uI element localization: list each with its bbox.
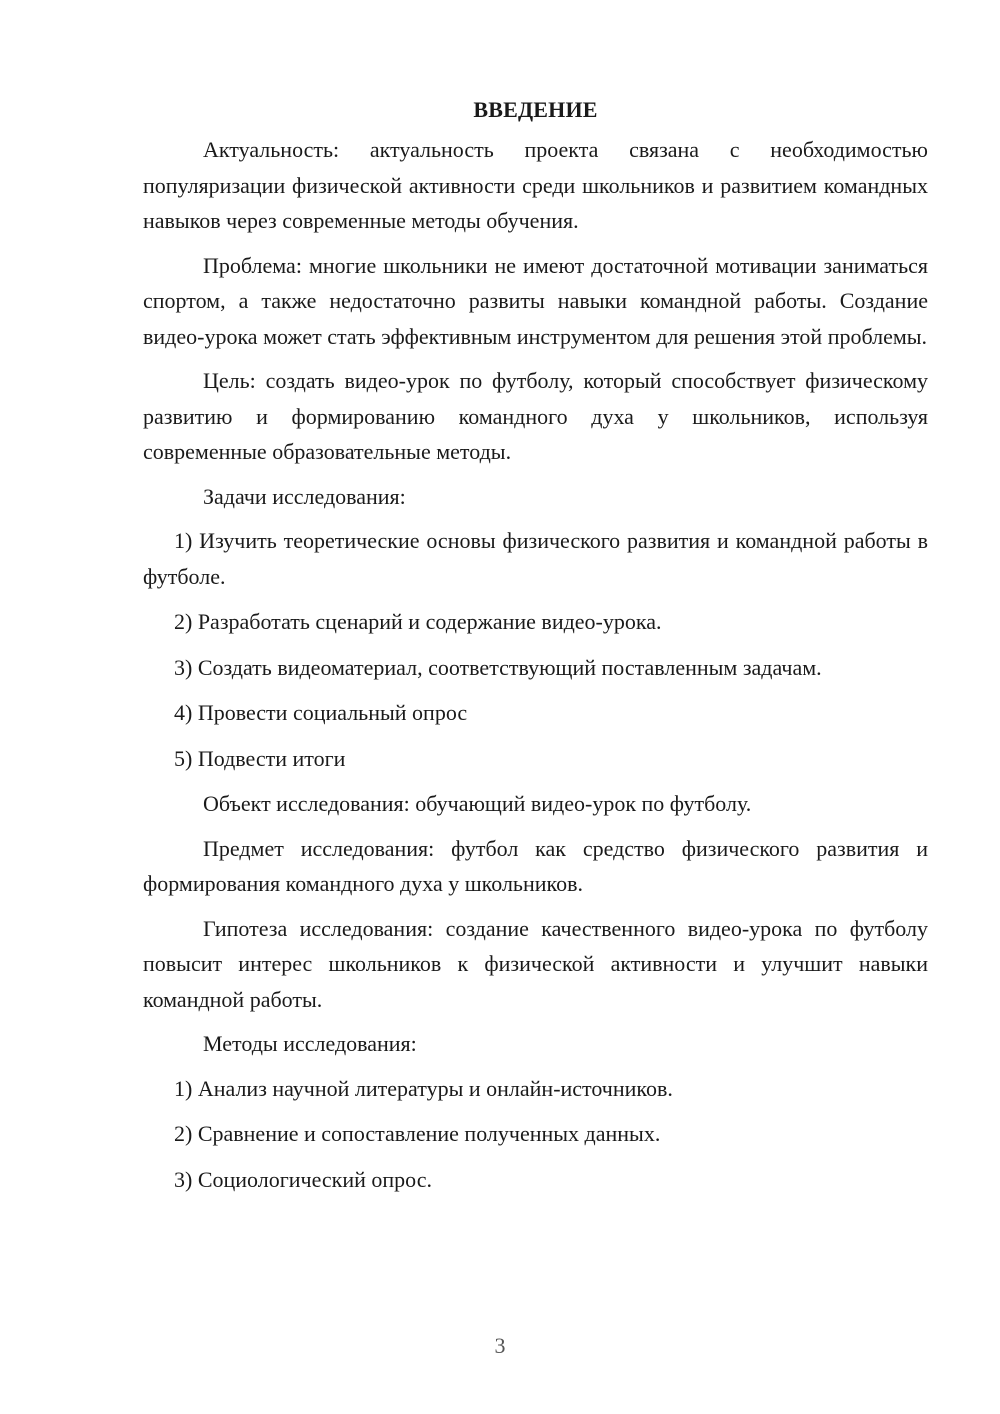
task-item: 4) Провести социальный опрос <box>174 700 468 725</box>
task-item: 2) Разработать сценарий и содержание видео-урока. <box>174 609 662 634</box>
methods-heading: Методы исследования: <box>203 1031 417 1056</box>
method-item: 1) Анализ научной литературы и онлайн-источников. <box>174 1075 673 1101</box>
page-number: 3 <box>494 1333 506 1358</box>
task-item: 1) Изучить теоретические основы физического развития и командной работы в футболе. <box>143 528 928 589</box>
method-item: 3) Социологический опрос. <box>174 1166 432 1192</box>
object-paragraph: Объект исследования: обучающий видео-урок по футболу. <box>203 791 752 816</box>
subject-paragraph: Предмет исследования: футбол как средство физического развития и формирования командного духа у школьников. <box>143 835 928 896</box>
task-item: 3) Создать видеоматериал, соответствующий поставленным задачам. <box>174 654 822 680</box>
document-page <box>143 92 928 1207</box>
goal-paragraph: Цель: создать видео-урок по футболу, который способствует физическому развитию и формированию командного духа у школьников, используя современные образовательные методы. <box>143 368 928 464</box>
relevance-paragraph: Актуальность: актуальность проекта связана с необходимостью популяризации физической активности среди школьников и развитием командных навыков через современные методы обучения. <box>143 137 928 233</box>
method-item: 2) Сравнение и сопоставление полученных данных. <box>174 1121 661 1146</box>
hypothesis-paragraph: Гипотеза исследования: создание качественного видео-урока по футболу повысит интерес школьников к физической активности и улучшит навыки командной работы. <box>143 915 928 1012</box>
problem-paragraph: Проблема: многие школьники не имеют достаточной мотивации заниматься спортом, а также недостаточно развиты навыки командной работы. Создание видео-урока может стать эффективным инструментом для решения этой проблемы. <box>143 252 928 349</box>
tasks-heading: Задачи исследования: <box>203 483 406 509</box>
section-title: ВВЕДЕНИЕ <box>473 97 598 122</box>
task-item: 5) Подвести итоги <box>174 745 346 771</box>
